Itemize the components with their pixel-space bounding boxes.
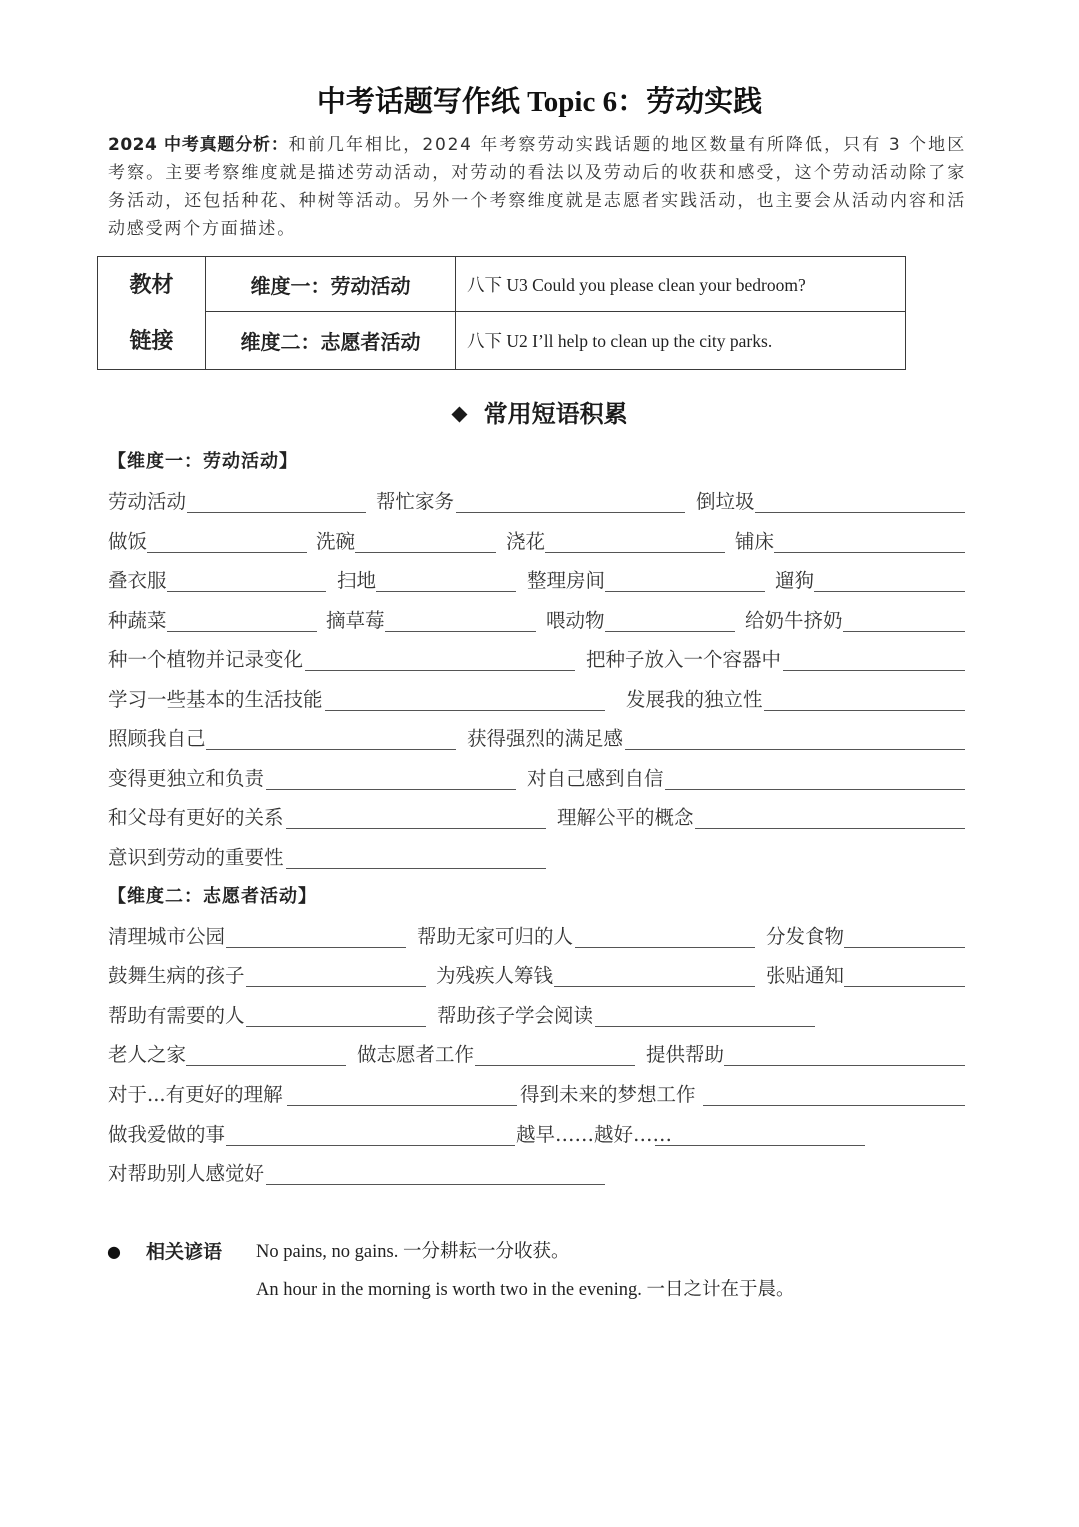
phrase-label: 叠衣服 [108,569,167,592]
phrase-label: 铺床 [735,530,775,553]
phrase-label: 越早……越好…… [516,1123,673,1146]
phrase-label: 对自己感到自信 [527,767,664,790]
dimension-cell: 维度一：劳动活动 [206,257,456,312]
phrase-row [0,688,1079,714]
phrase-row [0,925,1079,951]
answer-blank [764,710,965,711]
section-heading [0,398,1079,431]
phrase-row [0,609,1079,635]
phrase-row [0,1043,1079,1069]
phrase-label: 摘草莓 [326,609,385,632]
answer-blank [695,828,965,829]
answer-blank [605,631,735,632]
exam-analysis-text: 和前几年相比，2024 年考察劳动实践话题的地区数量有所降低，只有 3 个地区考察。主要考察维度就是描述劳动活动，对劳动的看法以及劳动后的收获和感受，这个劳动活动除了家务活动，还包括种花、种树等活动。另外一个考察维度就是志愿者实践活动，也主要会从活动内容和活动感受两个方面描述。 [108,135,967,239]
answer-blank [286,868,546,869]
phrase-label: 把种子放入一个容器中 [586,648,782,671]
answer-blank [186,1065,346,1066]
phrase-label: 喂动物 [546,609,605,632]
header-line: 教材 [129,272,174,297]
answer-blank [844,947,965,948]
phrase-label: 发展我的独立性 [626,688,763,711]
answer-blank [456,512,685,513]
phrase-label: 清理城市公园 [108,925,226,948]
textbook-link-table [97,256,906,370]
answer-blank [385,631,536,632]
phrase-label: 种蔬菜 [108,609,167,632]
phrase-label: 张贴通知 [766,964,845,987]
answer-blank [287,1105,517,1106]
phrase-label: 洗碗 [316,530,356,553]
answer-blank [774,552,965,553]
phrase-label: 帮助无家可归的人 [417,925,574,948]
phrase-label: 鼓舞生病的孩子 [108,964,245,987]
phrase-row [0,727,1079,753]
proverb-line: No pains, no gains. 一分耕耘一分收获。 [256,1242,570,1262]
phrase-label: 学习一些基本的生活技能 [108,688,323,711]
answer-blank [605,591,765,592]
answer-blank [167,591,326,592]
answer-blank [783,670,965,671]
phrase-label: 得到未来的梦想工作 [520,1083,696,1106]
phrase-row [0,964,1079,990]
phrase-row [0,530,1079,556]
answer-blank [305,670,575,671]
phrase-label: 照顾我自己 [108,727,206,750]
answer-blank [206,749,456,750]
phrase-label: 老人之家 [108,1043,187,1066]
phrase-row [0,490,1079,516]
phrase-label: 帮助有需要的人 [108,1004,245,1027]
phrase-label: 为残疾人筹钱 [436,964,554,987]
exam-analysis-paragraph [108,131,966,243]
proverbs-label: 相关谚语 [146,1241,223,1263]
answer-blank [226,1145,515,1146]
answer-blank [266,789,516,790]
answer-blank [286,828,546,829]
answer-blank [554,986,755,987]
answer-blank [703,1105,965,1106]
unit-cell: 八下 U3 Could you please clean your bedroom? [456,257,906,312]
phrase-label: 整理房间 [527,569,606,592]
page-title: 中考话题写作纸 Topic 6：劳动实践 [316,86,763,118]
phrase-label: 做我爱做的事 [108,1123,226,1146]
answer-blank [246,986,426,987]
phrase-label: 分发食物 [766,925,845,948]
answer-blank [575,947,755,948]
phrase-label: 提供帮助 [646,1043,725,1066]
table-row [98,257,906,312]
answer-blank [655,1145,865,1146]
exam-analysis-label: 2024 中考真题分析： [108,135,289,155]
answer-blank [147,552,307,553]
answer-blank [325,710,605,711]
phrase-label: 浇花 [506,530,546,553]
answer-blank [665,789,965,790]
answer-blank [187,512,366,513]
section-heading-text: 常用短语积累 [483,399,628,428]
unit-cell: 八下 U2 I’ll help to clean up the city parks. [456,312,906,370]
phrase-row [0,569,1079,595]
phrase-row [0,767,1079,793]
phrase-label: 给奶牛挤奶 [745,609,843,632]
answer-blank [266,1184,605,1185]
bullet-icon: ● [107,1242,121,1261]
phrase-row [0,648,1079,674]
answer-blank [724,1065,965,1066]
phrase-label: 对于...有更好的理解 [108,1083,283,1106]
phrase-row [0,846,1079,872]
answer-blank [625,749,965,750]
answer-blank [376,591,516,592]
phrase-label: 倒垃圾 [696,490,755,513]
dimension-cell: 维度二：志愿者活动 [206,312,456,370]
phrase-row [0,1004,1079,1030]
phrase-label: 种一个植物并记录变化 [108,648,304,671]
answer-blank [755,512,965,513]
phrase-label: 帮忙家务 [376,490,455,513]
phrase-label: 和父母有更好的关系 [108,806,284,829]
answer-blank [167,631,317,632]
answer-blank [844,986,965,987]
phrase-label: 劳动活动 [108,490,187,513]
answer-blank [246,1026,426,1027]
proverb-line: An hour in the morning is worth two in the evening. 一日之计在于晨。 [256,1280,795,1300]
dimension-one-heading: 【维度一：劳动活动】 [108,451,298,472]
phrase-label: 变得更独立和负责 [108,767,265,790]
header-line: 链接 [129,328,174,353]
textbook-link-header [98,257,206,370]
phrase-row [0,1123,1079,1149]
diamond-icon: ◆ [451,401,468,425]
phrase-label: 扫地 [337,569,377,592]
phrase-label: 对帮助别人感觉好 [108,1162,265,1185]
answer-blank [226,947,406,948]
phrase-row [0,806,1079,832]
phrase-label: 做饭 [108,530,148,553]
phrase-label: 意识到劳动的重要性 [108,846,284,869]
answer-blank [355,552,496,553]
answer-blank [595,1026,815,1027]
phrase-label: 帮助孩子学会阅读 [437,1004,594,1027]
phrase-label: 获得强烈的满足感 [467,727,624,750]
table-row [98,312,906,370]
answer-blank [545,552,725,553]
phrase-row [0,1083,1079,1109]
answer-blank [475,1065,635,1066]
phrase-label: 遛狗 [775,569,815,592]
phrase-label: 做志愿者工作 [357,1043,475,1066]
answer-blank [843,631,965,632]
dimension-two-heading: 【维度二：志愿者活动】 [108,886,317,907]
phrase-label: 理解公平的概念 [557,806,694,829]
phrase-row [0,1162,1079,1188]
answer-blank [814,591,965,592]
